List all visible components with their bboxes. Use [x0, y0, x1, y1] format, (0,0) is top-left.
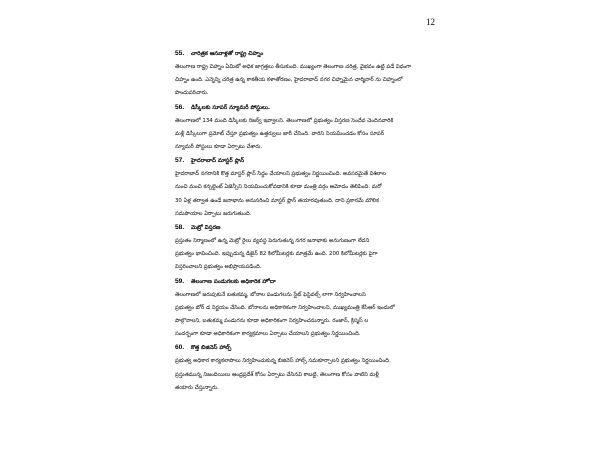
body-line: తెలంగాణలో జరుపుకునే బతుకమ్మ, బోనాల పండుగలను స్టేట్ ఫెస్టివల్స్ లాగా నిర్వహించాలని [175, 291, 366, 298]
section-heading [175, 156, 437, 166]
section-number: 59. [175, 277, 185, 285]
body-line: ప్రభుత్వం బోర్ డ నిర్ణయం చేసింది. బోనాలను అధికారికంగా నిర్వహించాలని, ముఖ్యమంత్రి కేసీఆర్ ఇందులో [175, 304, 395, 311]
body-line: విస్తరించాలని ప్రభుత్వం అభిప్రాయపడింది. [175, 264, 262, 271]
section-heading [175, 49, 437, 59]
body-line: నుంచి మంచి కన్సల్టెంట్ ఏజెన్సీని నియమించుకోవడానికి కూడా మంత్రి వర్గం ఆమోదం తెలిపింది. మరో [175, 184, 382, 191]
section-number: 58. [175, 224, 185, 232]
body-line: ప్రస్తుతమున్న నిజందియిలు ఆంధ్రప్రదేశ్ కోసం ఏర్పాటు చేసినవి కాబట్టి, తెలంగాణ కోసం వాటిని మళ్లీ [175, 371, 379, 378]
body-line: తెలంగాణలో 134 మంది డిస్కీలకు రిజర్వ్ ఇవ్వాలని. తెలంగాణలో ప్రభుత్వం విస్తరణ సెందేవ చెందినవారికి [175, 117, 394, 124]
section-59 [175, 277, 437, 342]
section-title: మెట్రో విస్తరణ [191, 225, 221, 232]
body-line: ప్రభుత్వం భావించింది. ఇప్పుడున్న డిజైన్ 82 కిలోమీటర్లకు మాత్రమే ఉంది. 200 కిలోమీటర్లకు పైగా [175, 251, 378, 258]
section-heading [175, 103, 437, 113]
body-line: న్యూమరీ పోస్టులు కూడా ఏర్పాటు చేశారు. [175, 144, 263, 151]
body-line: పాల్గొనాలని, బతుకమ్మ పండుగను కూడా అధికారికంగా నిర్వహించనున్నారు. రంజాన్, క్రిస్మస్ ల [175, 318, 369, 325]
body-line: 30 ఏళ్ల తర్వాత ఉండే జనాభాను అనుసరించి మాస్టర్ ప్లాన్ తయారవుతుంది. దాని ప్రకారమే మౌలిక [175, 197, 379, 204]
body-line: ప్రభుత్వ అధికార కార్యకలాపాలు నిర్వహించుకున్న బిజినెస్ హాల్స్ సమకూర్చాలని ప్రభుత్వం నిర్ణయించింది. [175, 358, 391, 365]
body-line: ప్రస్తుతం నిర్మాణంలో ఉన్న మెట్రో రైలు వ్యవస్థ పెరుగుతున్న నగర జనాభాకు అనుగుణంగా లేదని [175, 238, 370, 245]
section-number: 56. [175, 103, 185, 111]
body-line: హైదరాబాద్ నగరానికి కొత్త మాస్టర్ ప్లాన్ సిద్ధం చేయాలని ప్రభుత్వం నిర్ణయించింది. అవసరమైతే విశిలాల [175, 171, 386, 178]
section-57 [175, 156, 437, 221]
body-line: చిహ్నం ఉంది. ఎన్నెన్ని చరిత్ర ఉన్న కాకతీయ కళాతోరణం, హైదరాబాద్ నగర చిహ్నమైన చార్మినార్ ను చిహ్నంలో [175, 77, 403, 84]
body-line: సందర్భంగా కూడా అధికారికంగా కార్యక్రమాలు ఏర్పాటు చేయాలని ప్రభుత్వం నిర్ణయించింది. [175, 331, 361, 338]
section-title: డిస్కీలకు సూపర్ న్యూమరీ పోస్టులు. [191, 104, 271, 111]
section-title: చారిత్రక ఆనవాళ్లతో రాష్ట్ర చిహ్నం [191, 51, 264, 57]
section-number: 60. [175, 344, 185, 352]
section-55 [175, 49, 437, 101]
section-title: తెలంగాణ పండుగలకు అధికారిక హోదా [191, 278, 276, 285]
section-number: 55. [175, 50, 185, 57]
page-body [175, 49, 437, 395]
section-number: 57. [175, 157, 185, 165]
section-56 [175, 103, 437, 155]
body-line: మళ్లీ డిస్కీలుగా ప్రమోట్ చేస్తూ ప్రభుత్వం ఉత్తర్వులు జారీ చేసింది. వారిని నియమించడం కోసం సూపర్ [175, 130, 385, 137]
page-number: 12 [426, 17, 435, 27]
section-58 [175, 223, 437, 275]
section-title: కొత్త బిజినెస్ హాల్స్ [191, 345, 232, 352]
body-line: పొందుపరిచారు. [175, 90, 209, 97]
section-title: హైదరాబాద్ మాస్టర్ ప్లాన్ [191, 158, 245, 165]
body-line: తెలంగాణ రాష్ట్ర చిహ్నం ఏమిటో అధిక జాగ్రత్తలు తీసుకుంది. ముఖ్యంగా తెలంగాణ చరిత్ర, వైభవం ఉట్టి పడే విధంగా [175, 64, 412, 70]
body-line: తయారు చేస్తున్నారు. [175, 384, 219, 391]
section-60 [175, 343, 437, 395]
body-line: సదుపాయాల ఏర్పాటు జరుగుతుంది. [175, 210, 252, 217]
section-heading [175, 277, 437, 287]
section-heading [175, 343, 437, 353]
section-heading [175, 223, 437, 233]
